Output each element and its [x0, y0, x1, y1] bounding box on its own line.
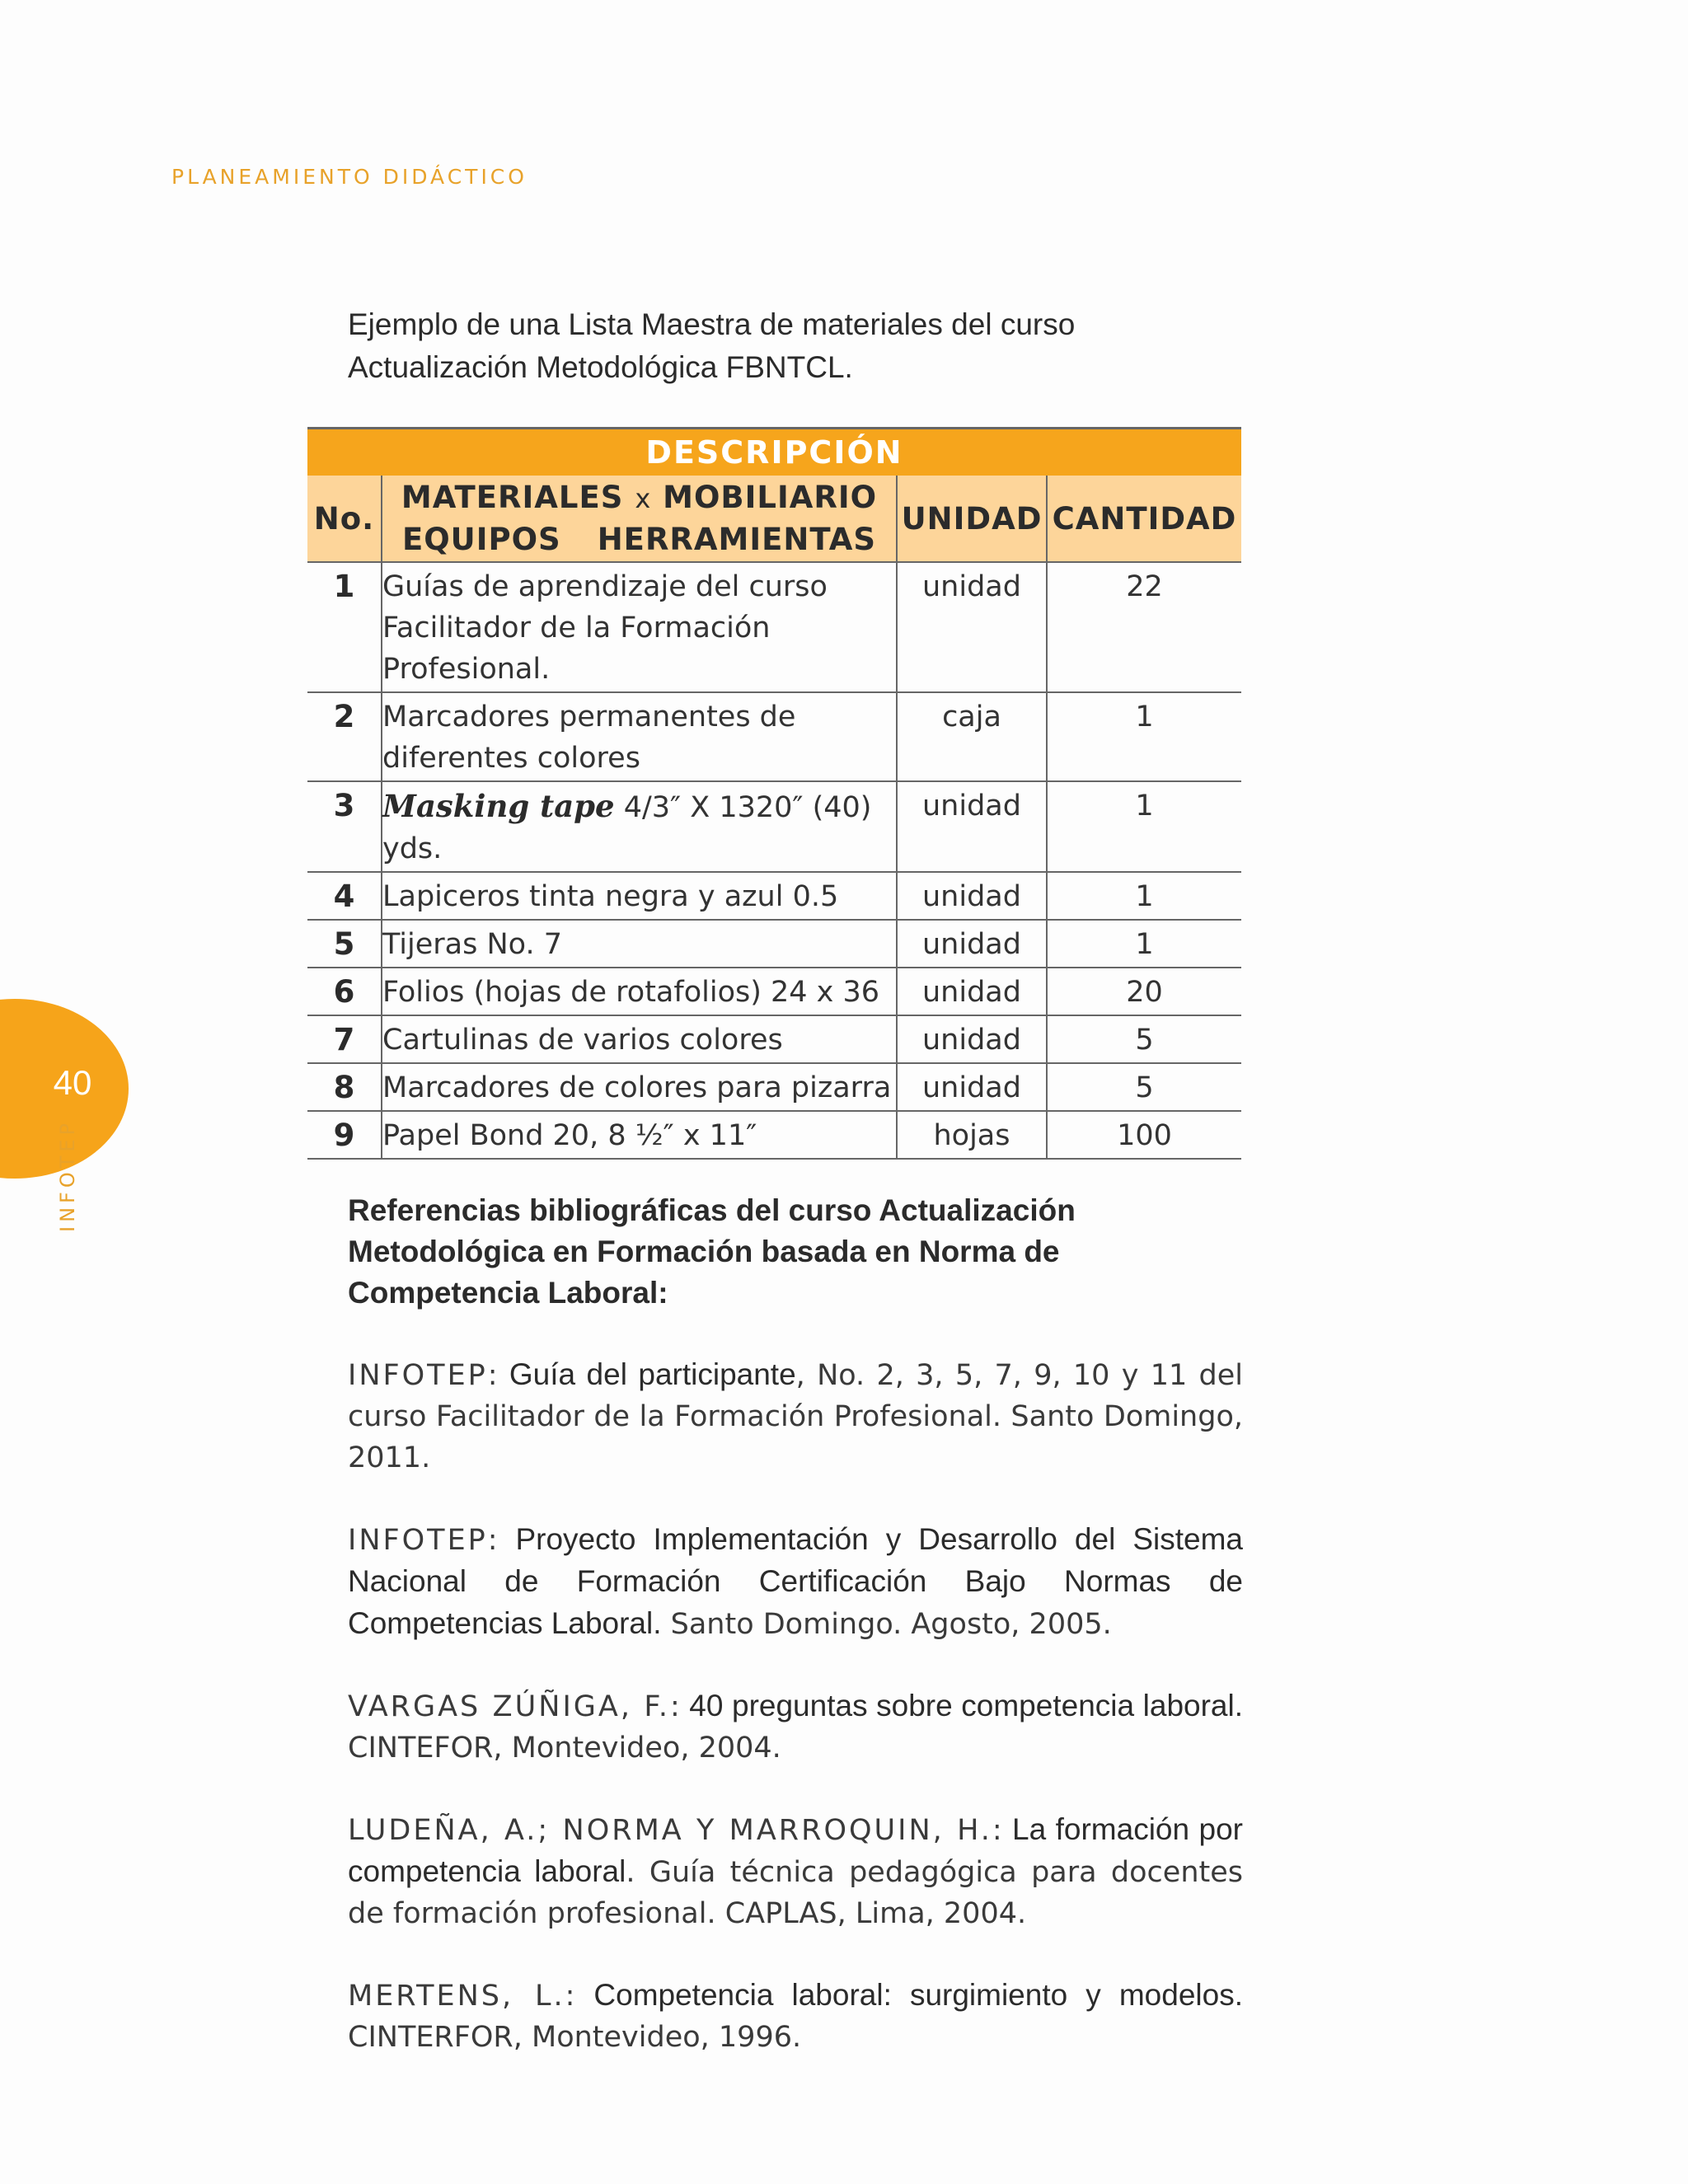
reference-work: 40 preguntas sobre competencia laboral. [689, 1689, 1244, 1722]
header-cantidad: CANTIDAD [1047, 476, 1241, 562]
header-unidad: UNIDAD [897, 476, 1047, 562]
row-unidad: unidad [897, 1063, 1047, 1111]
row-material: Folios (hojas de rotafolios) 24 x 36 [382, 968, 897, 1015]
row-material-italic: Masking tape [382, 788, 615, 824]
reference-author: MERTENS, L. [348, 1980, 565, 2013]
table-row [307, 920, 1241, 968]
row-unidad: unidad [897, 920, 1047, 968]
intro-text: Ejemplo de una Lista Maestra de materiales del curso Actualización Metodológica FBNTCL. [348, 307, 1076, 384]
row-material: Papel Bond 20, 8 ½″ x 11″ [382, 1111, 897, 1159]
row-cantidad: 20 [1047, 968, 1241, 1015]
header-materials [382, 476, 897, 562]
reference-sep: : [487, 1524, 516, 1557]
row-cantidad: 100 [1047, 1111, 1241, 1159]
reference-sep: : [487, 1359, 509, 1392]
row-number: 7 [307, 1015, 382, 1063]
row-number: 9 [307, 1111, 382, 1159]
reference-item [348, 1519, 1243, 1645]
table-row [307, 1111, 1241, 1159]
reference-sep: : [670, 1690, 690, 1723]
reference-details: . Guía técnica pedagógica para docentes de formación profesional. CAPLAS, Lima, 2004. [348, 1856, 1243, 1930]
row-number: 2 [307, 692, 382, 781]
reference-details: Santo Domingo. Agosto, 2005. [661, 1608, 1112, 1641]
reference-work: Guía del participante [509, 1357, 796, 1391]
row-number: 5 [307, 920, 382, 968]
row-cantidad: 22 [1047, 562, 1241, 692]
row-number: 1 [307, 562, 382, 692]
row-material [382, 781, 897, 872]
row-cantidad: 1 [1047, 781, 1241, 872]
header-materials-label: MATERIALES [401, 479, 624, 515]
row-material: Cartulinas de varios colores [382, 1015, 897, 1063]
row-number: 4 [307, 872, 382, 920]
references-section [348, 1190, 1243, 2098]
reference-work: La formación por competencia laboral [348, 1812, 1243, 1888]
row-cantidad: 5 [1047, 1015, 1241, 1063]
row-material: Guías de aprendizaje del curso Facilitador de la Formación Profesional. [382, 562, 897, 692]
row-unidad: unidad [897, 781, 1047, 872]
table-row [307, 781, 1241, 872]
materials-table [307, 427, 1241, 1160]
page-number: 40 [53, 1063, 92, 1102]
reference-work: Competencia laboral: surgimiento y modelos. [593, 1978, 1243, 2012]
reference-item [348, 1975, 1243, 2058]
row-cantidad: 1 [1047, 920, 1241, 968]
row-cantidad: 5 [1047, 1063, 1241, 1111]
table-row [307, 968, 1241, 1015]
reference-author: INFOTEP [348, 1524, 488, 1557]
reference-work: Proyecto Implementación y Desarrollo del Sistema Nacional de Formación Certificación Bajo Normas de Competencias Laboral. [348, 1522, 1244, 1640]
header-herramientas-label: HERRAMIENTAS [597, 521, 877, 557]
row-number: 6 [307, 968, 382, 1015]
row-unidad: caja [897, 692, 1047, 781]
reference-item [348, 1685, 1243, 1769]
row-unidad: unidad [897, 1015, 1047, 1063]
row-material-rest: 4/3″ X 1320″ (40) yds. [382, 791, 872, 865]
header-no: No. [307, 476, 382, 562]
table-header-row [307, 476, 1241, 562]
table-row [307, 1063, 1241, 1111]
reference-item [348, 1809, 1243, 1934]
references-title: Referencias bibliográficas del curso Actualización Metodológica en Formación basada en Norma de Competencia Laboral: [348, 1193, 1076, 1310]
header-mobiliario-label: MOBILIARIO [663, 479, 878, 515]
row-cantidad: 1 [1047, 872, 1241, 920]
running-head: PLANEAMIENTO DIDÁCTICO [171, 165, 528, 189]
row-cantidad: 1 [1047, 692, 1241, 781]
row-unidad: unidad [897, 872, 1047, 920]
reference-author: LUDEÑA, A.; NORMA Y MARROQUIN, H. [348, 1814, 992, 1847]
reference-details: CINTEFOR, Montevideo, 2004. [348, 1732, 781, 1765]
row-unidad: unidad [897, 968, 1047, 1015]
row-material: Marcadores permanentes de diferentes colores [382, 692, 897, 781]
reference-sep: : [565, 1980, 594, 2013]
table-row [307, 1015, 1241, 1063]
row-unidad: unidad [897, 562, 1047, 692]
header-x-label: x [635, 482, 652, 514]
row-material: Marcadores de colores para pizarra [382, 1063, 897, 1111]
header-equipos-label: EQUIPOS [401, 521, 561, 557]
row-material: Tijeras No. 7 [382, 920, 897, 968]
row-unidad: hojas [897, 1111, 1047, 1159]
table-row [307, 692, 1241, 781]
table-group-header-row [307, 429, 1241, 476]
row-material: Lapiceros tinta negra y azul 0.5 [382, 872, 897, 920]
side-label: INFOTEP [56, 1118, 79, 1232]
row-number: 3 [307, 781, 382, 872]
reference-item [348, 1354, 1243, 1479]
reference-details: CINTERFOR, Montevideo, 1996. [348, 2021, 802, 2054]
row-number: 8 [307, 1063, 382, 1111]
reference-sep: : [992, 1814, 1013, 1847]
table-row [307, 872, 1241, 920]
reference-details: , No. 2, 3, 5, 7, 9, 10 y 11 del curso Facilitador de la Formación Profesional. Santo Domingo, 2011. [348, 1359, 1244, 1474]
reference-author: INFOTEP [348, 1359, 488, 1392]
reference-author: VARGAS ZÚÑIGA, F. [348, 1690, 671, 1723]
table-row [307, 562, 1241, 692]
group-header-cell: DESCRIPCIÓN [307, 429, 1241, 476]
